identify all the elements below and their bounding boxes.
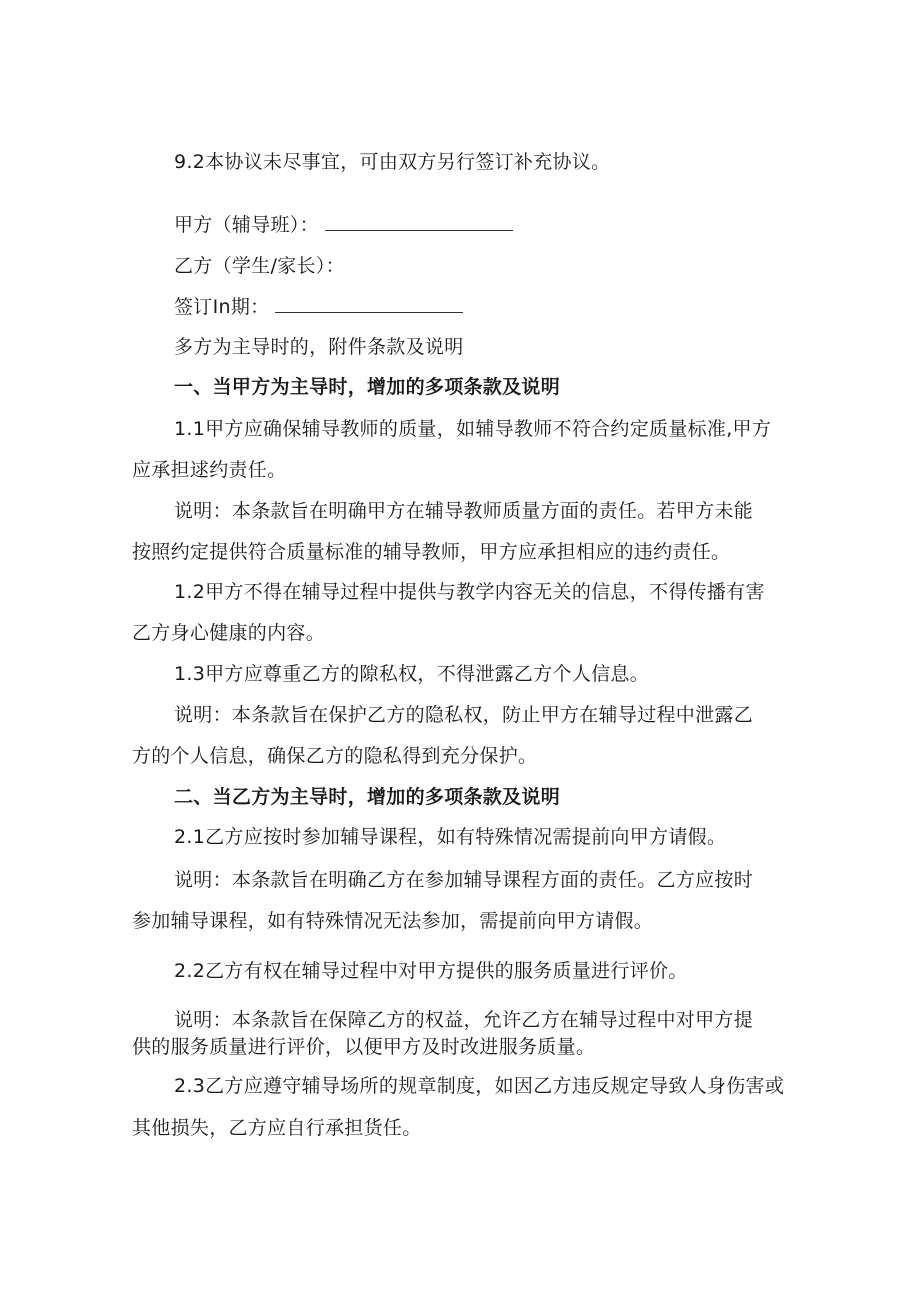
- clause-2-3-line-2: 其他损失，乙方应自行承担货任。: [132, 1117, 422, 1139]
- clause-2-1: 2.1乙方应按时参加辅导课程，如有特殊情况需提前向甲方请假。: [174, 826, 727, 848]
- signature-party-a-blank: [325, 212, 513, 231]
- note-1-1-line-2: 按照约定提供符合质量标准的辅导教师，甲方应承担相应的违约责任。: [132, 541, 731, 563]
- clause-1-2-line-2: 乙方身心健康的内容。: [132, 622, 326, 644]
- signature-date-label: 签订In期：: [174, 296, 270, 318]
- clause-2-3-line-1: 2.3乙方应遵守辅导场所的规章制度，如因乙方违反规定导致人身伤害或: [174, 1075, 785, 1097]
- section-2-heading: 二、当乙方为主导时，增加的多项条款及说明: [174, 786, 561, 808]
- note-2-2-line-1: 说明：本条款旨在保障乙方的权益，允许乙方在辅导过程中对甲方提: [174, 1009, 754, 1031]
- signature-party-b-label: 乙方（学生/家长）：: [174, 255, 345, 277]
- section-1-heading: 一、当甲方为主导时，增加的多项条款及说明: [174, 376, 561, 398]
- clause-1-2-line-1: 1.2甲方不得在辅导过程中提供与教学内容无关的信息，不得传播有害: [174, 581, 765, 603]
- signature-party-a: [174, 212, 513, 237]
- clause-1-1-line-2: 应承担逑约责任。: [132, 459, 287, 481]
- note-2-2-line-2: 供的服务质量进行评价，以便甲方及时改进服务质量。: [132, 1036, 596, 1058]
- clause-1-3: 1.3甲方应尊重乙方的隙私权，不得泄露乙方个人信息。: [174, 663, 650, 685]
- note-1-3-line-2: 方的个人信息，确保乙方的隐私得到充分保护。: [132, 745, 538, 767]
- clause-1-1-line-1: 1.1甲方应确保辅导教师的质量，如辅导教师不符合约定质量标准,甲方: [174, 418, 772, 440]
- clause-9-2: 9.2本协议未尽事宜，可由双方另行签订补充协议。: [174, 151, 611, 173]
- clause-2-2: 2.2乙方有权在辅导过程中对甲方提供的服务质量进行评价。: [174, 960, 688, 982]
- note-1-3-line-1: 说明：本条款旨在保护乙方的隐私权，防止甲方在辅导过程中泄露乙: [174, 704, 754, 726]
- signature-party-a-label: 甲方（辅导班）：: [174, 214, 319, 236]
- note-1-1-line-1: 说明：本条款旨在明确甲方在辅导教师质量方面的责任。若甲方未能: [174, 500, 754, 522]
- annex-intro: 多方为主导时的，附件条款及说明: [174, 336, 464, 358]
- note-2-1-line-2: 参加辅导课程，如有特殊情况无法参加，需提前向甲方请假。: [132, 910, 654, 932]
- signature-date-blank: [275, 294, 463, 313]
- signature-date: [174, 294, 463, 319]
- note-2-1-line-1: 说明：本条款旨在明确乙方在参加辅导课程方面的责任。乙方应按时: [174, 869, 754, 891]
